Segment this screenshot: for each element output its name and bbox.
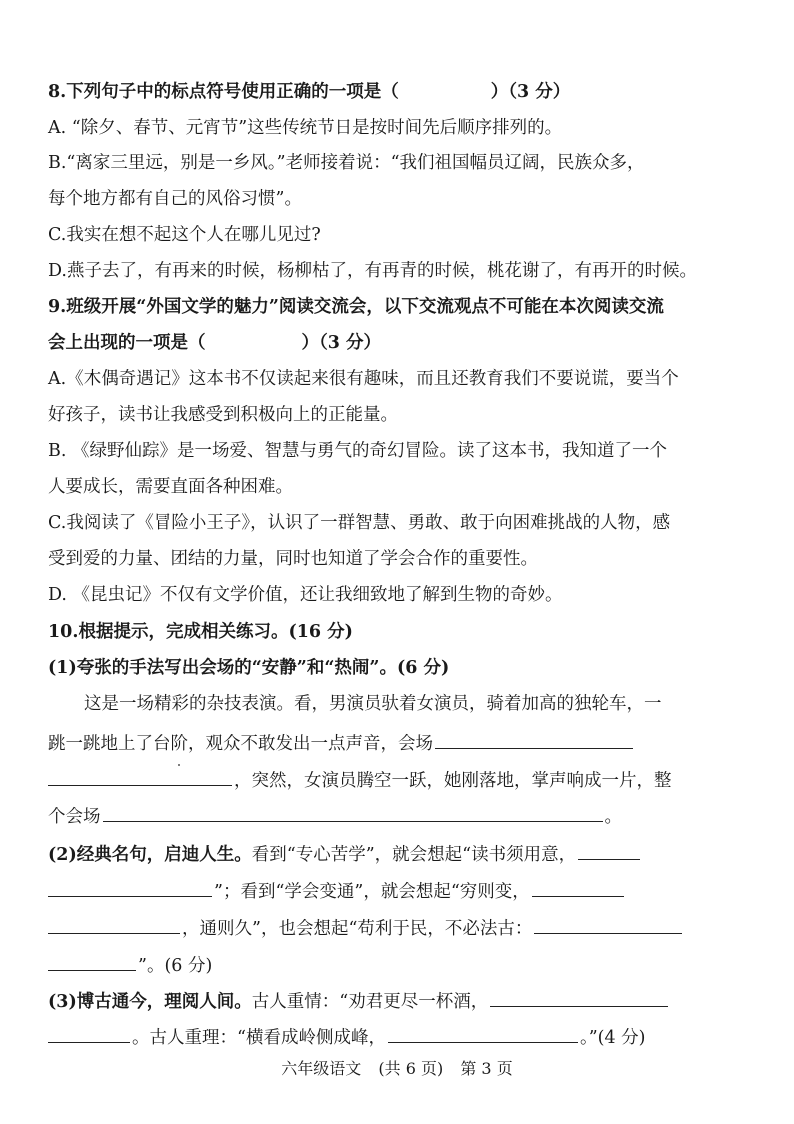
q10-part1-title: (1)夸张的手法写出会场的“安静”和“热闹”。(6 分) (48, 658, 450, 678)
blank-mountain-poem[interactable] (388, 1024, 578, 1043)
q10-part1-line3 (48, 767, 672, 793)
q9-option-c-line1: C.我阅读了《冒险小王子》，认识了一群智慧、勇敢、敢于向困难挑战的人物，感 (48, 513, 671, 533)
q10-part1-line3-text: ，突然，女演员腾空一跃，她刚落地，掌声响成一片，整 (234, 771, 672, 791)
blank-change-quote-cont[interactable] (48, 915, 180, 934)
q10-part3-line2 (48, 1024, 646, 1050)
blank-ancient-law-quote-cont[interactable] (48, 952, 136, 971)
q10-part2-line3 (48, 915, 684, 941)
blank-quiet-scene[interactable] (435, 730, 633, 749)
q10-part2-line1-text: 看到“专心苦学”，就会想起“读书须用意， (251, 845, 577, 865)
blank-ancient-law-quote[interactable] (534, 915, 682, 934)
blank-lively-scene[interactable] (103, 803, 603, 822)
q10-part2-line2 (48, 878, 626, 904)
q10-part1-line2-text: 跳一跳地上了台阶，观众不敢发出一点声音，会场 (48, 734, 433, 754)
blank-reading-quote[interactable] (578, 841, 640, 860)
q10-stem: 10.根据提示，完成相关练习。(16 分) (48, 622, 353, 642)
q10-part3-title: (3)博古通今，理阅人间。 (48, 992, 252, 1012)
q10-part2-title: (2)经典名句，启迪人生。 (48, 845, 252, 865)
q9-stem-text: 会上出现的一项是（ (48, 333, 206, 353)
q9-stem-line1: 9.班级开展“外国文学的魅力”阅读交流会，以下交流观点不可能在本次阅读交流 (48, 297, 664, 317)
speck-mark (178, 764, 180, 766)
footer-page-number: 第 3 页 (460, 1059, 513, 1078)
q10-part3-line1 (48, 988, 670, 1014)
blank-reading-quote-cont[interactable] (48, 878, 212, 897)
q8-stem (48, 80, 570, 104)
q9-option-a-line2: 好孩子，读书让我感受到积极向上的正能量。 (48, 405, 398, 425)
q9-option-d: D. 《昆虫记》不仅有文学价值，还让我细致地了解到生物的奇妙。 (48, 585, 563, 605)
blank-quiet-scene-cont[interactable] (48, 767, 232, 786)
q10-part1-line4-text: 个会场 (48, 807, 101, 827)
q10-part3-line2-text: 。古人重理：“横看成岭侧成峰， (132, 1028, 386, 1048)
q9-option-a-line1: A.《木偶奇遇记》这本书不仅读起来很有趣味，而且还教育我们不要说谎，要当个 (48, 369, 679, 389)
q10-part2-line4 (48, 952, 212, 978)
q8-option-b-line1: B.“离家三里远，别是一乡风。”老师接着说：“我们祖国幅员辽阔，民族众多， (48, 153, 645, 173)
q10-part1-line1: 这是一场精彩的杂技表演。看，男演员驮着女演员，骑着加高的独轮车，一 (84, 694, 662, 714)
q10-part1-line4 (48, 803, 622, 829)
q10-part2-line2-text: ”；看到“学会变通”，就会想起“穷则变， (214, 882, 530, 902)
q9-stem-score: ）（3 分） (301, 333, 382, 353)
q8-stem-score: ）（3 分） (490, 82, 571, 102)
q9-option-c-line2: 受到爱的力量、团结的力量，同时也知道了学会合作的重要性。 (48, 549, 538, 569)
q9-option-b-line2: 人要成长，需要直面各种困难。 (48, 477, 293, 497)
q10-part2-line4-text: ”。(6 分) (138, 956, 213, 976)
blank-wine-poem-cont[interactable] (48, 1024, 130, 1043)
footer-subject: 六年级语文 (281, 1059, 362, 1078)
q9-stem-line2 (48, 331, 381, 355)
q10-part3-line1-text: 古人重情：“劝君更尽一杯酒， (251, 992, 489, 1012)
q8-option-c: C.我实在想不起这个人在哪儿见过? (48, 225, 321, 245)
page-footer (0, 1058, 794, 1080)
q10-part2-line1 (48, 841, 642, 867)
footer-total-pages: (共 6 页) (378, 1059, 444, 1078)
q8-option-b-line2: 每个地方都有自己的风俗习惯”。 (48, 189, 302, 209)
blank-wine-poem[interactable] (490, 988, 668, 1007)
q10-part1-line4-end: 。 (604, 807, 622, 827)
q10-part2-line3-text: ，通则久”，也会想起“苟利于民，不必法古： (182, 919, 533, 939)
q10-part3-line2-end: 。”(4 分) (579, 1028, 646, 1048)
q8-stem-text: 8.下列句子中的标点符号使用正确的一项是（ (48, 82, 399, 102)
q8-option-d: D.燕子去了，有再来的时候，杨柳枯了，有再青的时候，桃花谢了，有再开的时候。 (48, 261, 697, 281)
q10-part1-line2 (48, 730, 635, 756)
q9-option-b-line1: B. 《绿野仙踪》是一场爱、智慧与勇气的奇幻冒险。读了这本书，我知道了一个 (48, 441, 667, 461)
blank-change-quote[interactable] (532, 878, 624, 897)
q8-option-a: A. “除夕、春节、元宵节”这些传统节日是按时间先后顺序排列的。 (48, 118, 563, 138)
